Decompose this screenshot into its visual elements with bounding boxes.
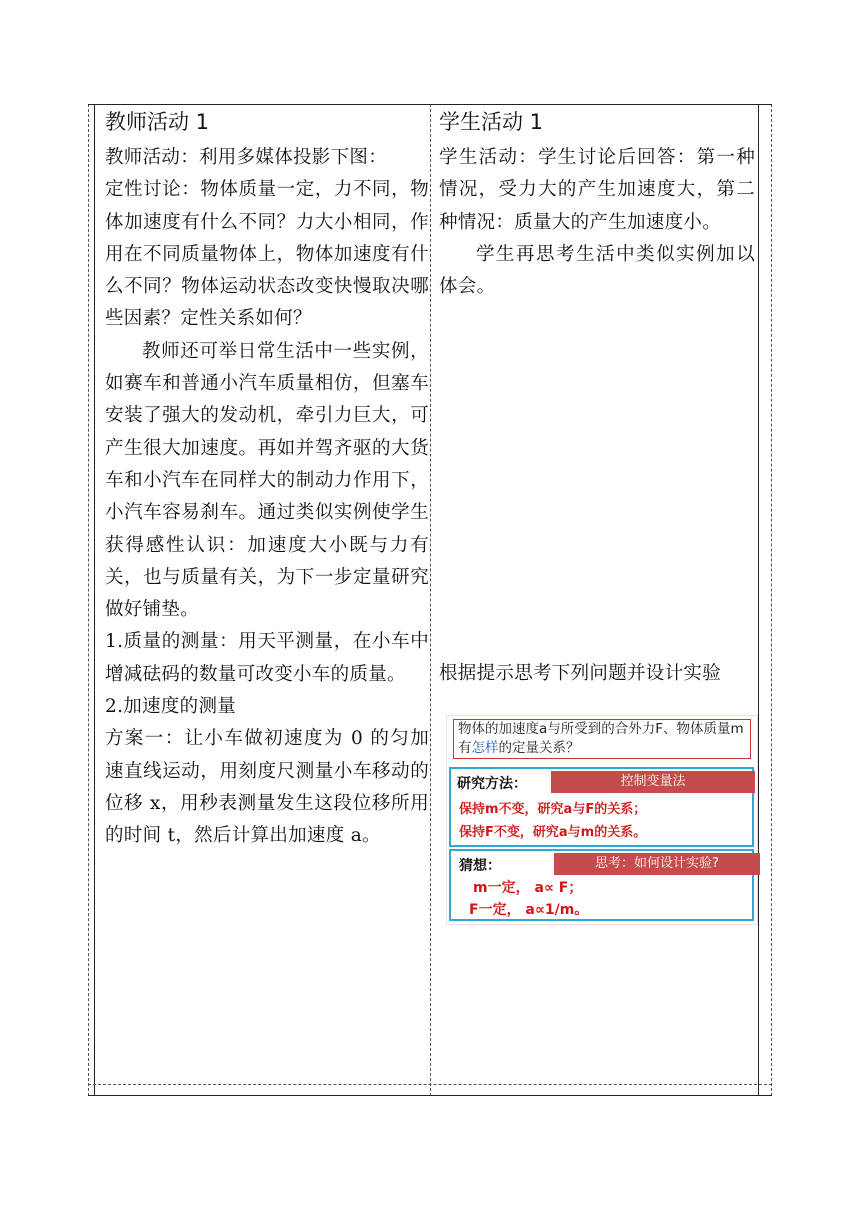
- guess-line-2: F一定， a∝1/m。: [469, 902, 589, 918]
- experiment-prompt: 根据提示思考下列问题并设计实验: [439, 663, 722, 684]
- teacher-discussion: 定性讨论：物体质量一定，力不同，物体加速度有什么不同？力大小相同，作用在不同质量物体上，物体加速度有什么不同？物体运动状态改变快慢取决哪些因素？定性关系如何？: [105, 179, 429, 330]
- method-label: 研究方法：: [457, 776, 527, 792]
- slide-title-highlight: 怎样: [471, 740, 499, 756]
- teacher-examples: 教师还可举日常生活中一些实例，如赛车和普通小汽车质量相仿，但塞车安装了强大的发动机，牵引力巨大，可产生很大加速度。再如并驾齐驱的大货车和小汽车在同样大的制动力作用下，小汽车容易刹车。通过类似实例使学生获得感性认识：加速度大小既与力有关，也与质量有关，为下一步定量研究做好铺垫。: [105, 340, 429, 621]
- acceleration-measurement-heading: 2.加速度的测量: [105, 696, 237, 718]
- method-tag: 控制变量法: [551, 771, 755, 793]
- teacher-activity-column: [105, 104, 429, 853]
- table-border-bottom: [88, 1095, 772, 1096]
- guess-box: [449, 849, 754, 921]
- method-line-1: 保持m不变，研究a与F的关系；: [459, 802, 647, 817]
- student-heading: 学生活动 1: [439, 110, 544, 134]
- table-border-right: [771, 104, 772, 1096]
- slide-image: [446, 715, 758, 925]
- mass-measurement: 1.质量的测量：用天平测量，在小车中增减砝码的数量可改变小车的质量。: [105, 631, 429, 685]
- slide-title: 物体的加速度a与所受到的合外力F、物体质量m有怎样的定量关系？: [453, 719, 751, 759]
- guess-tag: 思考：如何设计实验?: [554, 853, 760, 875]
- plan-one: 方案一：让小车做初速度为 0 的匀加速直线运动，用刻度尺测量小车移动的位移 x，用秒表测量发生这段位移所用的时间 t，然后计算出加速度 a。: [105, 728, 429, 847]
- guess-label: 猜想：: [459, 858, 501, 874]
- teacher-heading: 教师活动 1: [105, 110, 210, 134]
- column-divider: [430, 104, 431, 1096]
- table-border-bottom-inner: [88, 1084, 772, 1085]
- student-activity-column: [439, 104, 755, 684]
- lesson-table: [88, 104, 772, 1096]
- student-answer: 学生活动：学生讨论后回答：第一种情况，受力大的产生加速度大，第二种情况：质量大的产生加速度小。: [439, 147, 755, 233]
- student-reflection: 学生再思考生活中类似实例加以体会。: [439, 243, 755, 298]
- method-line-2: 保持F不变，研究a与m的关系。: [459, 825, 647, 840]
- table-border-left-inner: [94, 104, 95, 1096]
- teacher-intro: 教师活动：利用多媒体投影下图：: [105, 147, 388, 168]
- method-box: [449, 767, 754, 847]
- table-border-left: [88, 104, 89, 1096]
- guess-line-1: m一定， a∝ F；: [473, 880, 583, 896]
- table-border-right-inner: [758, 104, 759, 1096]
